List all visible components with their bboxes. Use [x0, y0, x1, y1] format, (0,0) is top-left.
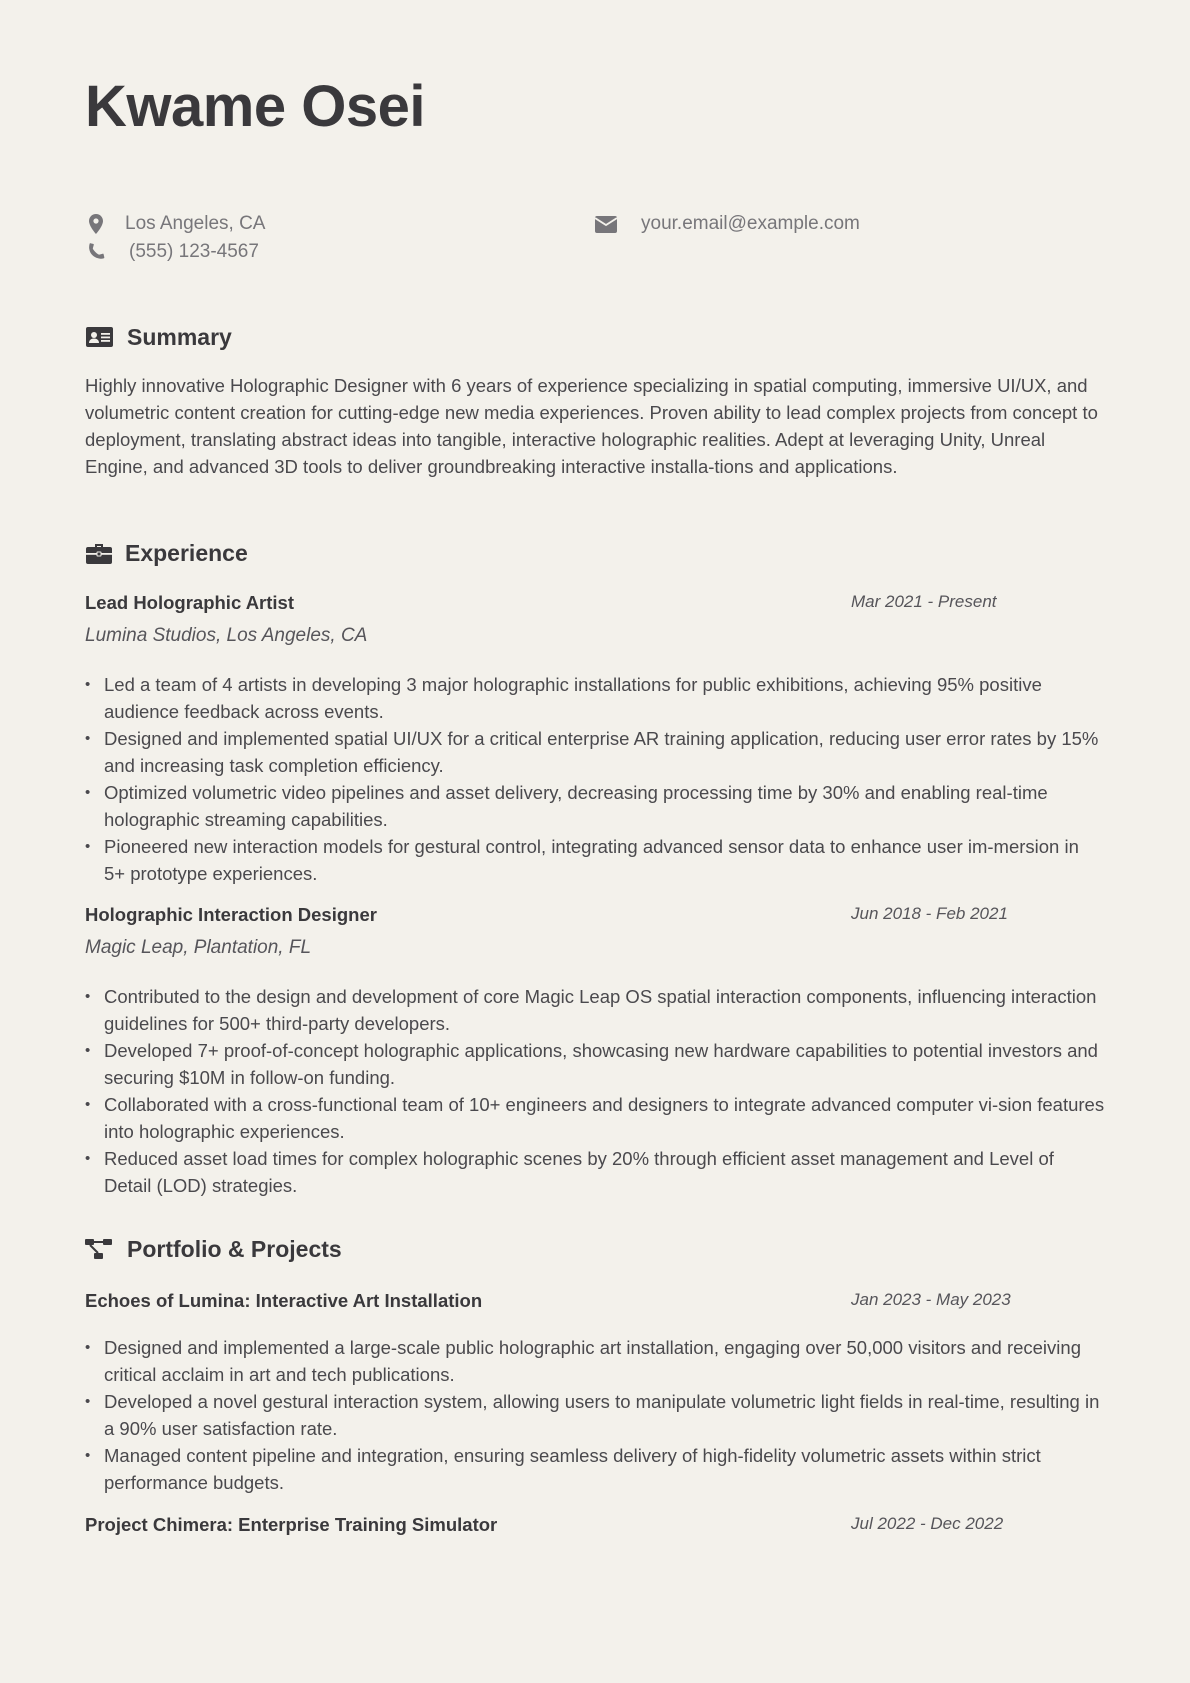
section-summary-heading	[85, 322, 232, 352]
project-bullets	[85, 1334, 1105, 1496]
section-experience-heading	[85, 538, 248, 568]
resume-name: Kwame Osei	[85, 74, 425, 139]
list-item: • Designed and implemented a large-scale public holographic art installation, engaging over 50,000 visitors and receiving critical acclaim in art and tech publications.	[85, 1334, 1105, 1388]
section-projects-heading	[85, 1234, 342, 1264]
list-item: • Collaborated with a cross-functional team of 10+ engineers and designers to integrate advanced computer vi-sion features into holographic experiences.	[85, 1091, 1105, 1145]
list-item: • Designed and implemented spatial UI/UX for a critical enterprise AR training application, reducing user error rates by 15% and increasing task completion efficiency.	[85, 725, 1105, 779]
job-bullets	[85, 671, 1105, 887]
job-company: Magic Leap, Plantation, FL	[85, 937, 312, 958]
list-item: • Contributed to the design and development of core Magic Leap OS spatial interaction components, influencing interaction guidelines for 500+ third-party developers.	[85, 983, 1105, 1037]
contact-location	[85, 211, 265, 237]
list-item: • Pioneered new interaction models for gestural control, integrating advanced sensor data to enhance user im-mersion in 5+ prototype experiences.	[85, 833, 1105, 887]
briefcase-icon	[85, 539, 113, 567]
summary-text: Highly innovative Holographic Designer with 6 years of experience specializing in spatial computing, immersive UI/UX, and volumetric content creation for cutting-edge new media experiences. Proven ability to lead complex projects from concept to deployment, translating abstract ideas into tangible, interactive holographic realities. Adept at leveraging Unity, Unreal Engine, and advanced 3D tools to deliver groundbreaking interactive installa-tions and applications.	[85, 375, 1098, 477]
list-item: • Optimized volumetric video pipelines and asset delivery, decreasing processing time by 30% and enabling real-time holographic streaming capabilities.	[85, 779, 1105, 833]
location-text: Los Angeles, CA	[125, 213, 266, 234]
project-dates: Jan 2023 - May 2023	[851, 1290, 1011, 1309]
job-dates: Mar 2021 - Present	[851, 592, 997, 611]
projects-heading: Portfolio & Projects	[127, 1235, 342, 1262]
list-item: • Led a team of 4 artists in developing 3 major holographic installations for public exhibitions, achieving 95% positive audience feedback across events.	[85, 671, 1105, 725]
email-link[interactable]: your.email@example.com	[641, 213, 860, 234]
project-title: Project Chimera: Enterprise Training Simulator	[85, 1514, 498, 1535]
job-company: Lumina Studios, Los Angeles, CA	[85, 625, 368, 646]
job-dates: Jun 2018 - Feb 2021	[851, 904, 1008, 923]
envelope-icon	[595, 213, 617, 235]
job-title: Lead Holographic Artist	[85, 592, 295, 613]
contact-phone	[85, 239, 259, 265]
project-diagram-icon	[85, 1235, 113, 1263]
id-card-icon	[85, 323, 113, 351]
project-dates: Jul 2022 - Dec 2022	[851, 1514, 1004, 1533]
phone-text: (555) 123-4567	[129, 241, 259, 262]
list-item: • Reduced asset load times for complex holographic scenes by 20% through efficient asset management and Level of Detail (LOD) strategies.	[85, 1145, 1105, 1199]
contact-email	[595, 211, 860, 237]
list-item: • Developed 7+ proof-of-concept holographic applications, showcasing new hardware capabilities to potential investors and securing $10M in follow-on funding.	[85, 1037, 1105, 1091]
job-title: Holographic Interaction Designer	[85, 904, 377, 925]
experience-heading: Experience	[125, 539, 248, 566]
project-title: Echoes of Lumina: Interactive Art Installation	[85, 1290, 483, 1311]
job-bullets	[85, 983, 1105, 1199]
phone-icon	[85, 241, 107, 263]
summary-heading: Summary	[127, 323, 232, 350]
list-item: • Managed content pipeline and integration, ensuring seamless delivery of high-fidelity volumetric assets within strict performance budgets.	[85, 1442, 1105, 1496]
list-item: • Developed a novel gestural interaction system, allowing users to manipulate volumetric light fields in real-time, resulting in a 90% user satisfaction rate.	[85, 1388, 1105, 1442]
map-pin-icon	[85, 213, 107, 235]
